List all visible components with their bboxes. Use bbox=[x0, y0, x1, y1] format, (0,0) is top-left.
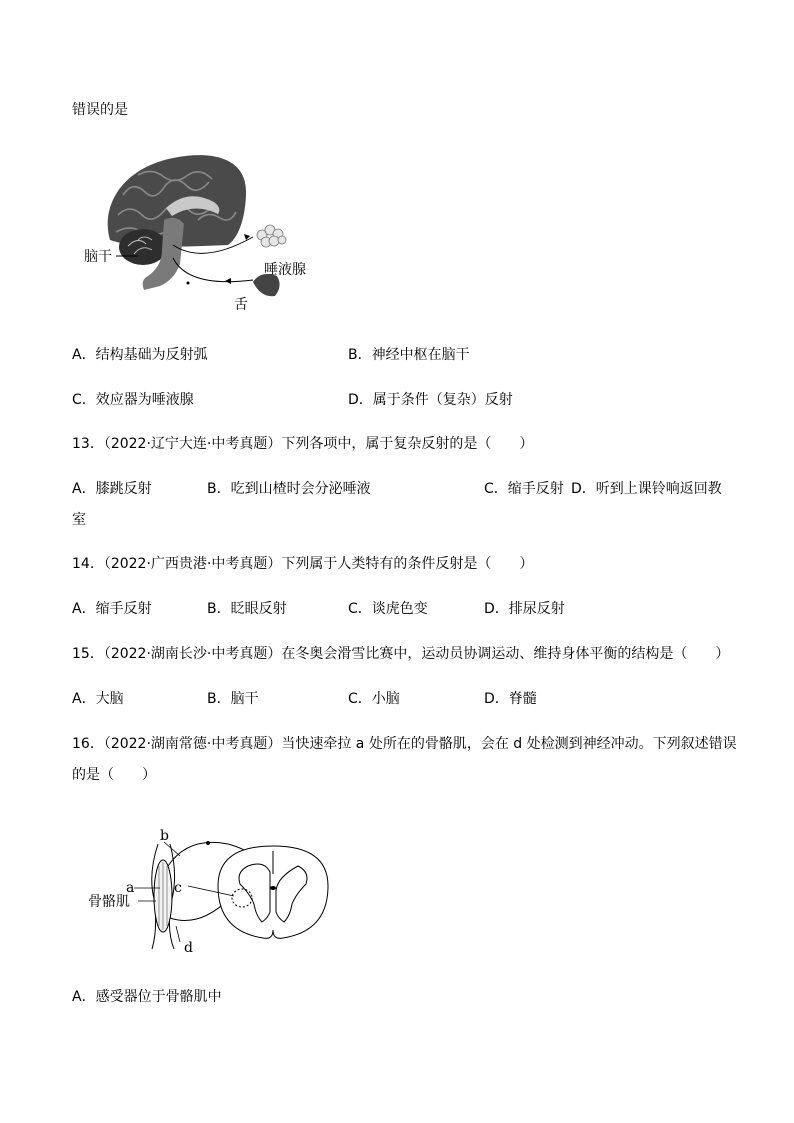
label-b: b bbox=[160, 828, 169, 844]
q13-option-d-line2: 室 bbox=[72, 512, 86, 528]
brain-diagram-image bbox=[78, 150, 328, 320]
q15-option-d: D．脊髓 bbox=[484, 691, 537, 707]
brain-reflex-figure bbox=[78, 150, 328, 320]
q15-option-c: C．小脑 bbox=[348, 691, 400, 707]
q14-option-d: D．排尿反射 bbox=[484, 601, 565, 617]
q16-stem-line1: 16．（2022·湖南常德·中考真题）当快速牵拉 a 处所在的骨骼肌，会在 d 处检测到神经冲动。下列叙述错误 bbox=[72, 736, 737, 752]
label-c: c bbox=[174, 880, 182, 896]
q15-option-a: A．大脑 bbox=[72, 691, 124, 707]
q16-option-a: A．感受器位于骨骼肌中 bbox=[72, 989, 222, 1005]
q16-stem-line2: 的是（ ） bbox=[72, 767, 156, 783]
q14-option-a: A．缩手反射 bbox=[72, 601, 152, 617]
q13-option-d-line1: D．听到上课铃响返回教 bbox=[571, 481, 722, 497]
q14-stem: 14．（2022·广西贵港·中考真题）下列属于人类特有的条件反射是（ ） bbox=[72, 556, 534, 572]
q15-stem: 15．（2022·湖南长沙·中考真题）在冬奥会滑雪比赛中，运动员协调运动、维持身体平衡的结构是（ ） bbox=[72, 646, 730, 662]
label-a: a bbox=[126, 880, 135, 896]
q13-option-c: C．缩手反射 bbox=[484, 481, 564, 497]
q13-option-b: B．吃到山楂时会分泌唾液 bbox=[207, 481, 371, 497]
q12-option-b: B．神经中枢在脑干 bbox=[348, 347, 470, 363]
q14-option-b: B．眨眼反射 bbox=[207, 601, 287, 617]
q13-option-a: A．膝跳反射 bbox=[72, 481, 152, 497]
q13-stem: 13．（2022·辽宁大连·中考真题）下列各项中，属于复杂反射的是（ ） bbox=[72, 436, 534, 452]
label-skeletal-muscle: 骨骼肌 bbox=[88, 894, 130, 910]
label-d: d bbox=[184, 940, 193, 956]
q12-option-c: C．效应器为唾液腺 bbox=[72, 392, 194, 408]
q14-option-c: C．谈虎色变 bbox=[348, 601, 428, 617]
salivary-gland-label: 唾液腺 bbox=[264, 262, 306, 278]
q12-option-a: A．结构基础为反射弧 bbox=[72, 347, 208, 363]
spinal-reflex-figure bbox=[88, 826, 338, 961]
tongue-label: 舌 bbox=[234, 297, 248, 313]
q15-option-b: B．脑干 bbox=[207, 691, 259, 707]
q12-stem-tail: 错误的是 bbox=[72, 102, 128, 118]
q12-option-d: D．属于条件（复杂）反射 bbox=[348, 392, 513, 408]
brainstem-label: 脑干 bbox=[84, 249, 112, 265]
